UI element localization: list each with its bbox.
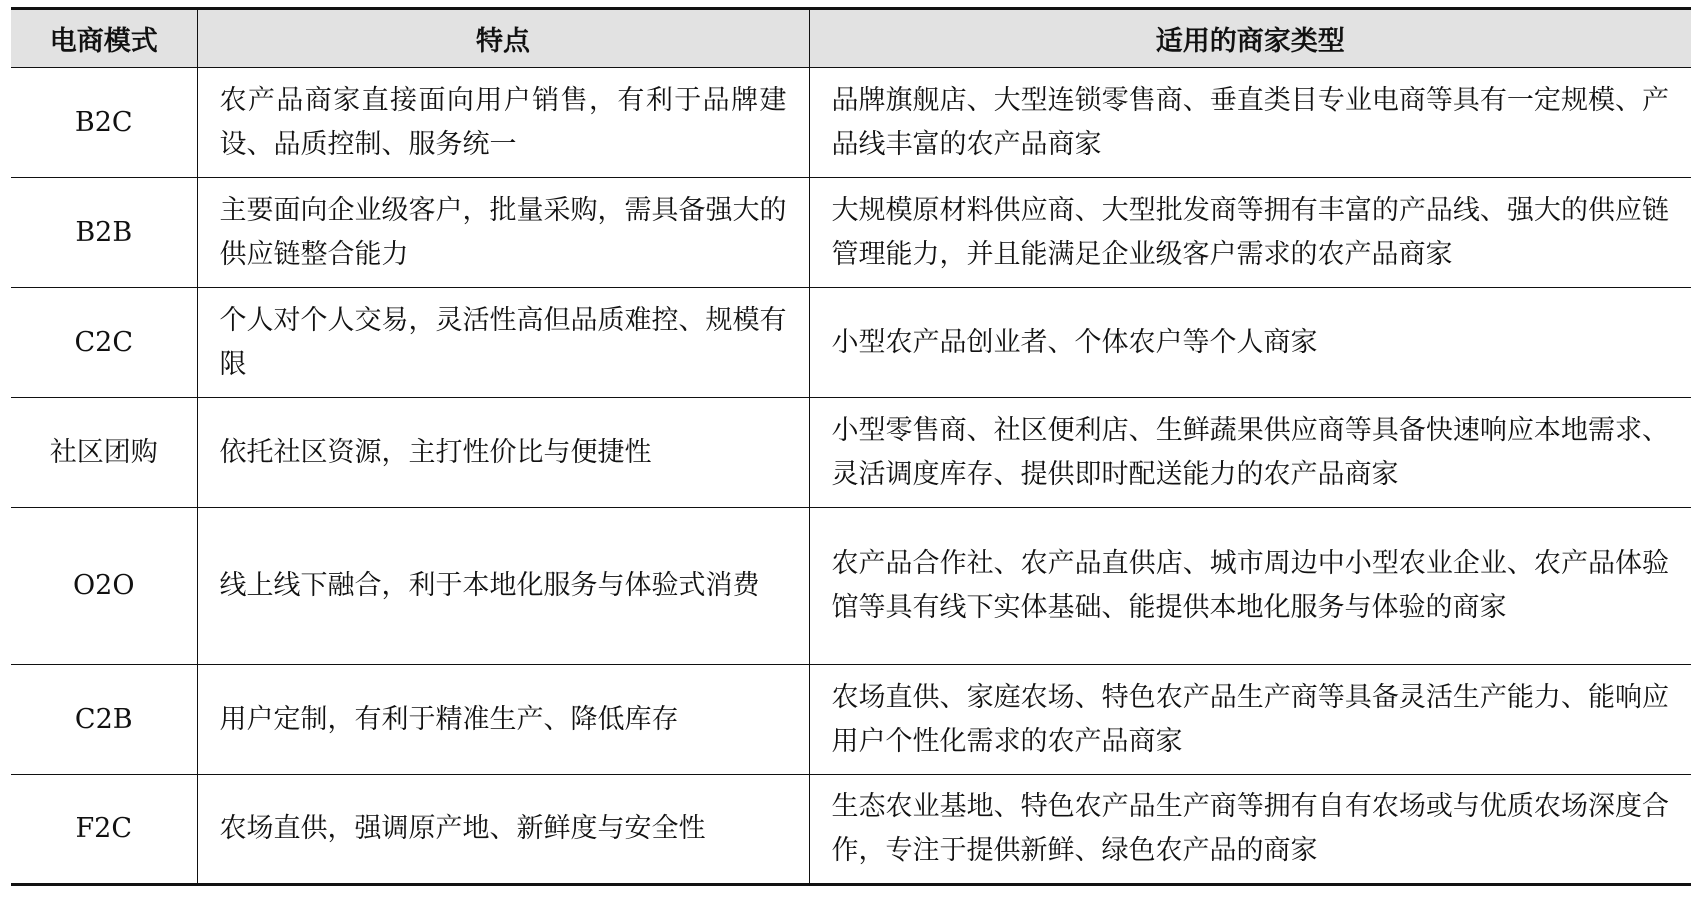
table-row: [11, 288, 1691, 398]
table-row: [11, 178, 1691, 288]
table-row: [11, 665, 1691, 775]
merchant-types-cell: 品牌旗舰店、大型连锁零售商、垂直类目专业电商等具有一定规模、产品线丰富的农产品商家: [809, 68, 1691, 178]
header-merchant-types: 适用的商家类型: [809, 9, 1691, 68]
ecommerce-mode-table-container: [11, 7, 1691, 886]
ecommerce-mode-table: [11, 7, 1691, 886]
table-body: [11, 68, 1691, 885]
features-cell: 主要面向企业级客户，批量采购，需具备强大的供应链整合能力: [197, 178, 809, 288]
features-cell: 用户定制，有利于精准生产、降低库存: [197, 665, 809, 775]
merchant-types-cell: 农产品合作社、农产品直供店、城市周边中小型农业企业、农产品体验馆等具有线下实体基础、能提供本地化服务与体验的商家: [809, 508, 1691, 665]
header-features: 特点: [197, 9, 809, 68]
mode-cell: C2C: [11, 288, 197, 398]
features-cell: 个人对个人交易，灵活性高但品质难控、规模有限: [197, 288, 809, 398]
table-row: [11, 68, 1691, 178]
merchant-types-cell: 生态农业基地、特色农产品生产商等拥有自有农场或与优质农场深度合作，专注于提供新鲜、绿色农产品的商家: [809, 775, 1691, 885]
mode-cell: O2O: [11, 508, 197, 665]
mode-cell: 社区团购: [11, 398, 197, 508]
mode-cell: B2B: [11, 178, 197, 288]
mode-cell: B2C: [11, 68, 197, 178]
mode-cell: F2C: [11, 775, 197, 885]
header-row: [11, 9, 1691, 68]
merchant-types-cell: 大规模原材料供应商、大型批发商等拥有丰富的产品线、强大的供应链管理能力，并且能满足企业级客户需求的农产品商家: [809, 178, 1691, 288]
table-row: [11, 398, 1691, 508]
table-row: [11, 775, 1691, 885]
features-cell: 依托社区资源，主打性价比与便捷性: [197, 398, 809, 508]
table-row: [11, 508, 1691, 665]
features-cell: 农产品商家直接面向用户销售，有利于品牌建设、品质控制、服务统一: [197, 68, 809, 178]
table-header: [11, 9, 1691, 68]
mode-cell: C2B: [11, 665, 197, 775]
features-cell: 农场直供，强调原产地、新鲜度与安全性: [197, 775, 809, 885]
merchant-types-cell: 小型零售商、社区便利店、生鲜蔬果供应商等具备快速响应本地需求、灵活调度库存、提供即时配送能力的农产品商家: [809, 398, 1691, 508]
header-mode: 电商模式: [11, 9, 197, 68]
features-cell: 线上线下融合，利于本地化服务与体验式消费: [197, 508, 809, 665]
merchant-types-cell: 农场直供、家庭农场、特色农产品生产商等具备灵活生产能力、能响应用户个性化需求的农产品商家: [809, 665, 1691, 775]
merchant-types-cell: 小型农产品创业者、个体农户等个人商家: [809, 288, 1691, 398]
